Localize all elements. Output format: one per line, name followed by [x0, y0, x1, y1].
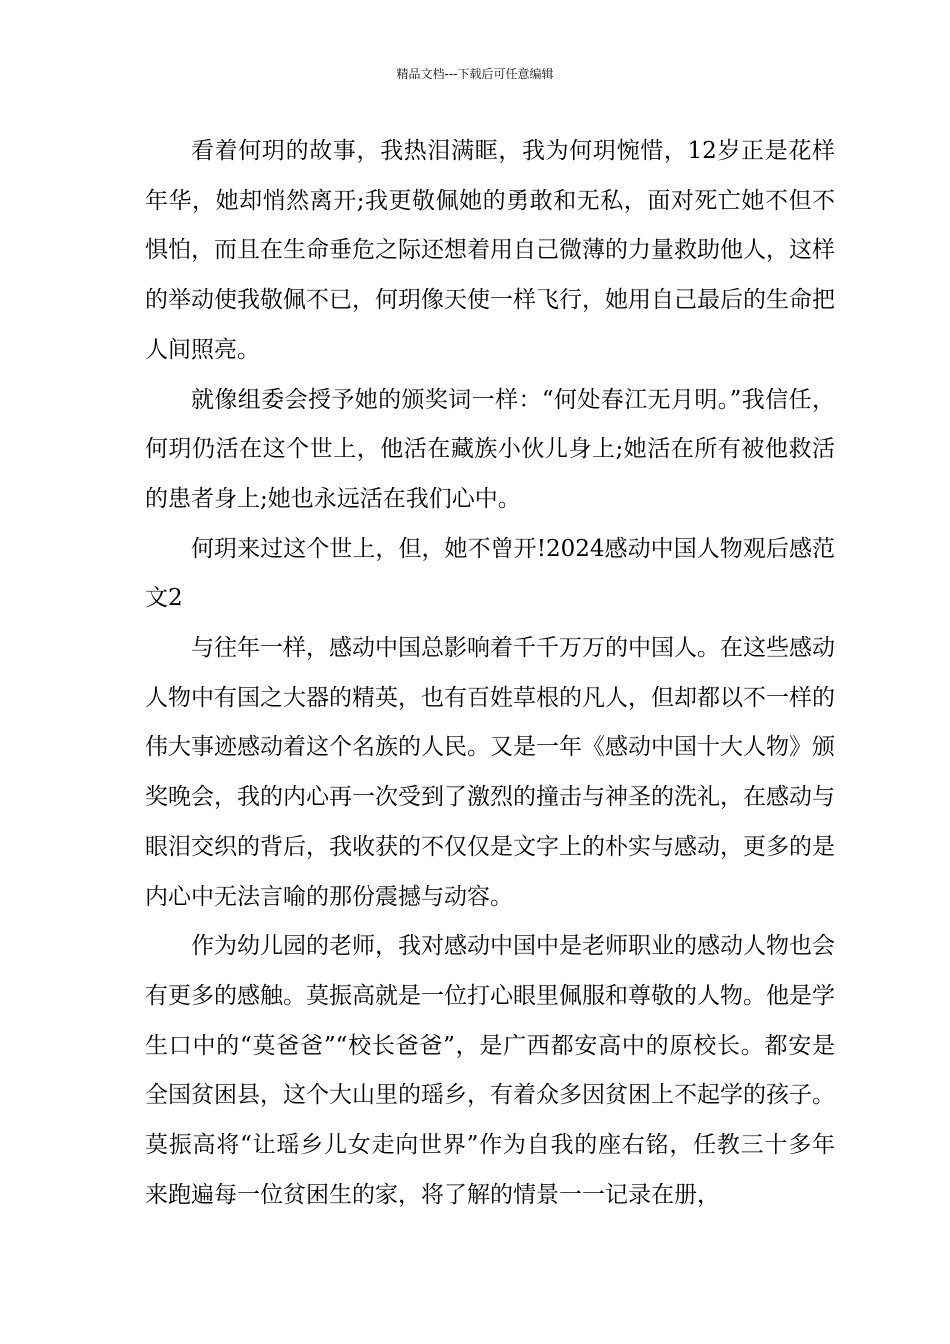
- paragraph: 何玥来过这个世上，但，她不曾开!2024感动中国人物观后感范文2: [145, 535, 835, 612]
- paragraph: 与往年一样，感动中国总影响着千千万万的中国人。在这些感动人物中有国之大器的精英，也有百姓草根的凡人，但却都以不一样的伟大事迹感动着这个名族的人民。又是一年《感动中国十大人物》颁奖晚会，我的内心再一次受到了激烈的撞击与神圣的洗礼，在感动与眼泪交织的背后，我收获的不仅仅是文字上的朴实与感动，更多的是内心中无法言喻的那份震撼与动容。: [145, 635, 835, 910]
- document-body: [145, 127, 835, 1220]
- paragraph: 看着何玥的故事，我热泪满眶，我为何玥惋惜，12岁正是花样年华，她却悄然离开;我更敬佩她的勇敢和无私，面对死亡她不但不惧怕，而且在生命垂危之际还想着用自己微薄的力量救助他人，这样的举动使我敬佩不已，何玥像天使一样飞行，她用自己最后的生命把人间照亮。: [145, 138, 835, 363]
- paragraph: 作为幼儿园的老师，我对感动中国中是老师职业的感动人物也会有更多的感触。莫振高就是一位打心眼里佩服和尊敬的人物。他是学生口中的“莫爸爸”“校长爸爸”，是广西都安高中的原校长。都安是全国贫困县，这个大山里的瑶乡，有着众多因贫困上不起学的孩子。莫振高将“让瑶乡儿女走向世界”作为自我的座右铭，任教三十多年来跑遍每一位贫困生的家，将了解的情景一一记录在册，: [145, 933, 835, 1208]
- paragraph: 就像组委会授予她的颁奖词一样：“何处春江无月明。”我信任，何玥仍活在这个世上，他活在藏族小伙儿身上;她活在所有被他救活的患者身上;她也永远活在我们心中。: [145, 386, 835, 512]
- page-header: 精品文档---下载后可任意编辑: [396, 67, 554, 81]
